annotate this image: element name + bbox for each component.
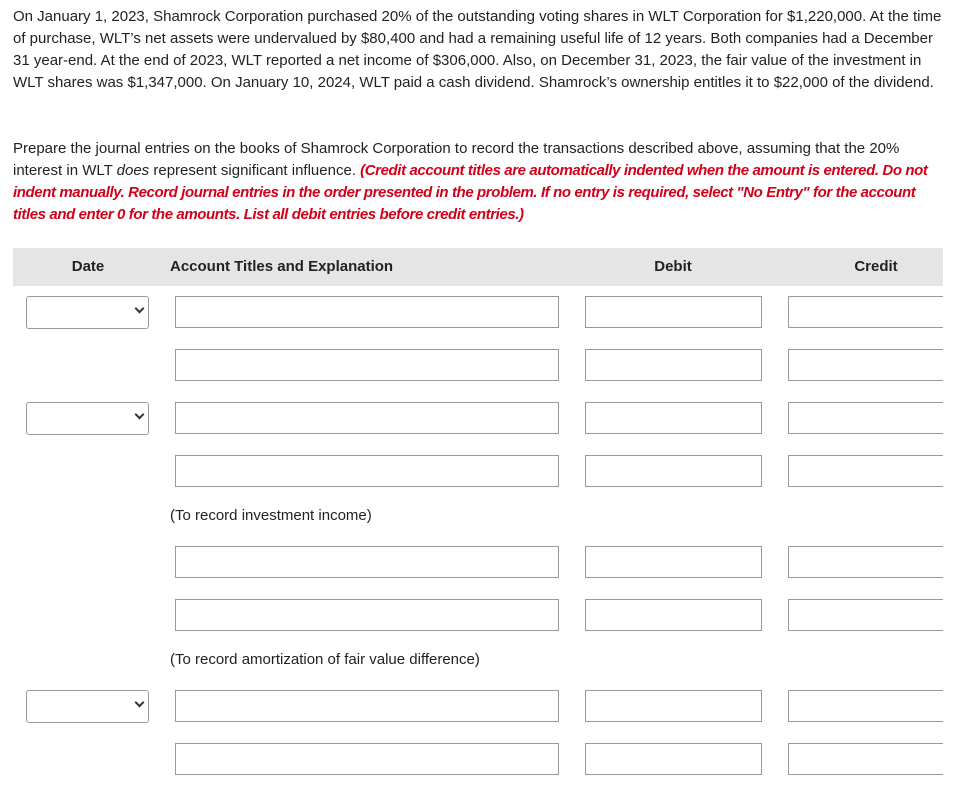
debit-input-1[interactable] [585, 296, 762, 328]
instructions-part2: represent significant influence. [149, 162, 361, 179]
account-input-3[interactable] [175, 402, 559, 434]
instructions-red-note: (Credit account titles are automatically indented when the amount is entered. Do not indent manually. Record journal entries in the order presented in the problem. If no entry is required, select "No Entry" for the account titles and enter 0 for the amounts. List all debit entries before credit entries.) [13, 162, 928, 223]
header-date: Date [71, 258, 105, 275]
account-input-7[interactable] [175, 690, 559, 722]
credit-input-6[interactable] [788, 599, 943, 631]
chevron-down-icon [135, 304, 145, 314]
chevron-down-icon [135, 698, 145, 708]
chevron-down-icon [135, 410, 145, 420]
account-input-6[interactable] [175, 599, 559, 631]
debit-input-5[interactable] [585, 546, 762, 578]
credit-input-8[interactable] [788, 743, 943, 775]
journal-table-header [13, 248, 943, 286]
instructions-emphasis: does [116, 162, 150, 179]
note-amortization: (To record amortization of fair value difference) [170, 651, 480, 668]
date-select-1[interactable] [26, 296, 149, 329]
instructions [13, 138, 945, 226]
credit-input-7[interactable] [788, 690, 943, 722]
date-select-3[interactable] [26, 690, 149, 723]
account-input-8[interactable] [175, 743, 559, 775]
header-account: Account Titles and Explanation [170, 258, 394, 275]
credit-input-4[interactable] [788, 455, 943, 487]
debit-input-3[interactable] [585, 402, 762, 434]
account-input-1[interactable] [175, 296, 559, 328]
note-investment-income: (To record investment income) [170, 507, 372, 524]
debit-input-8[interactable] [585, 743, 762, 775]
credit-input-3[interactable] [788, 402, 943, 434]
debit-input-2[interactable] [585, 349, 762, 381]
problem-text: On January 1, 2023, Shamrock Corporation purchased 20% of the outstanding voting shares in WLT Corporation for $1,220,000. At the time of purchase, WLT’s net assets were undervalued by $80,400 and had a remaining useful life of 12 years. Both companies had a December 31 year-end. At the end of 2023, WLT reported a net income of $306,000. Also, on December 31, 2023, the fair value of the investment in WLT shares was $1,347,000. On January 10, 2024, WLT paid a cash dividend. Shamrock’s ownership entitles it to $22,000 of the dividend. [13, 8, 942, 91]
header-credit: Credit [854, 258, 898, 275]
debit-input-6[interactable] [585, 599, 762, 631]
credit-input-2[interactable] [788, 349, 943, 381]
debit-input-7[interactable] [585, 690, 762, 722]
instructions-part1: Prepare the journal entries on the books of Shamrock Corporation to record the transactions described above, assuming that the 20% interest in WLT [13, 140, 900, 179]
account-input-2[interactable] [175, 349, 559, 381]
account-input-5[interactable] [175, 546, 559, 578]
account-input-4[interactable] [175, 455, 559, 487]
date-select-2[interactable] [26, 402, 149, 435]
credit-input-5[interactable] [788, 546, 943, 578]
header-debit: Debit [654, 258, 692, 275]
credit-input-1[interactable] [788, 296, 943, 328]
debit-input-4[interactable] [585, 455, 762, 487]
